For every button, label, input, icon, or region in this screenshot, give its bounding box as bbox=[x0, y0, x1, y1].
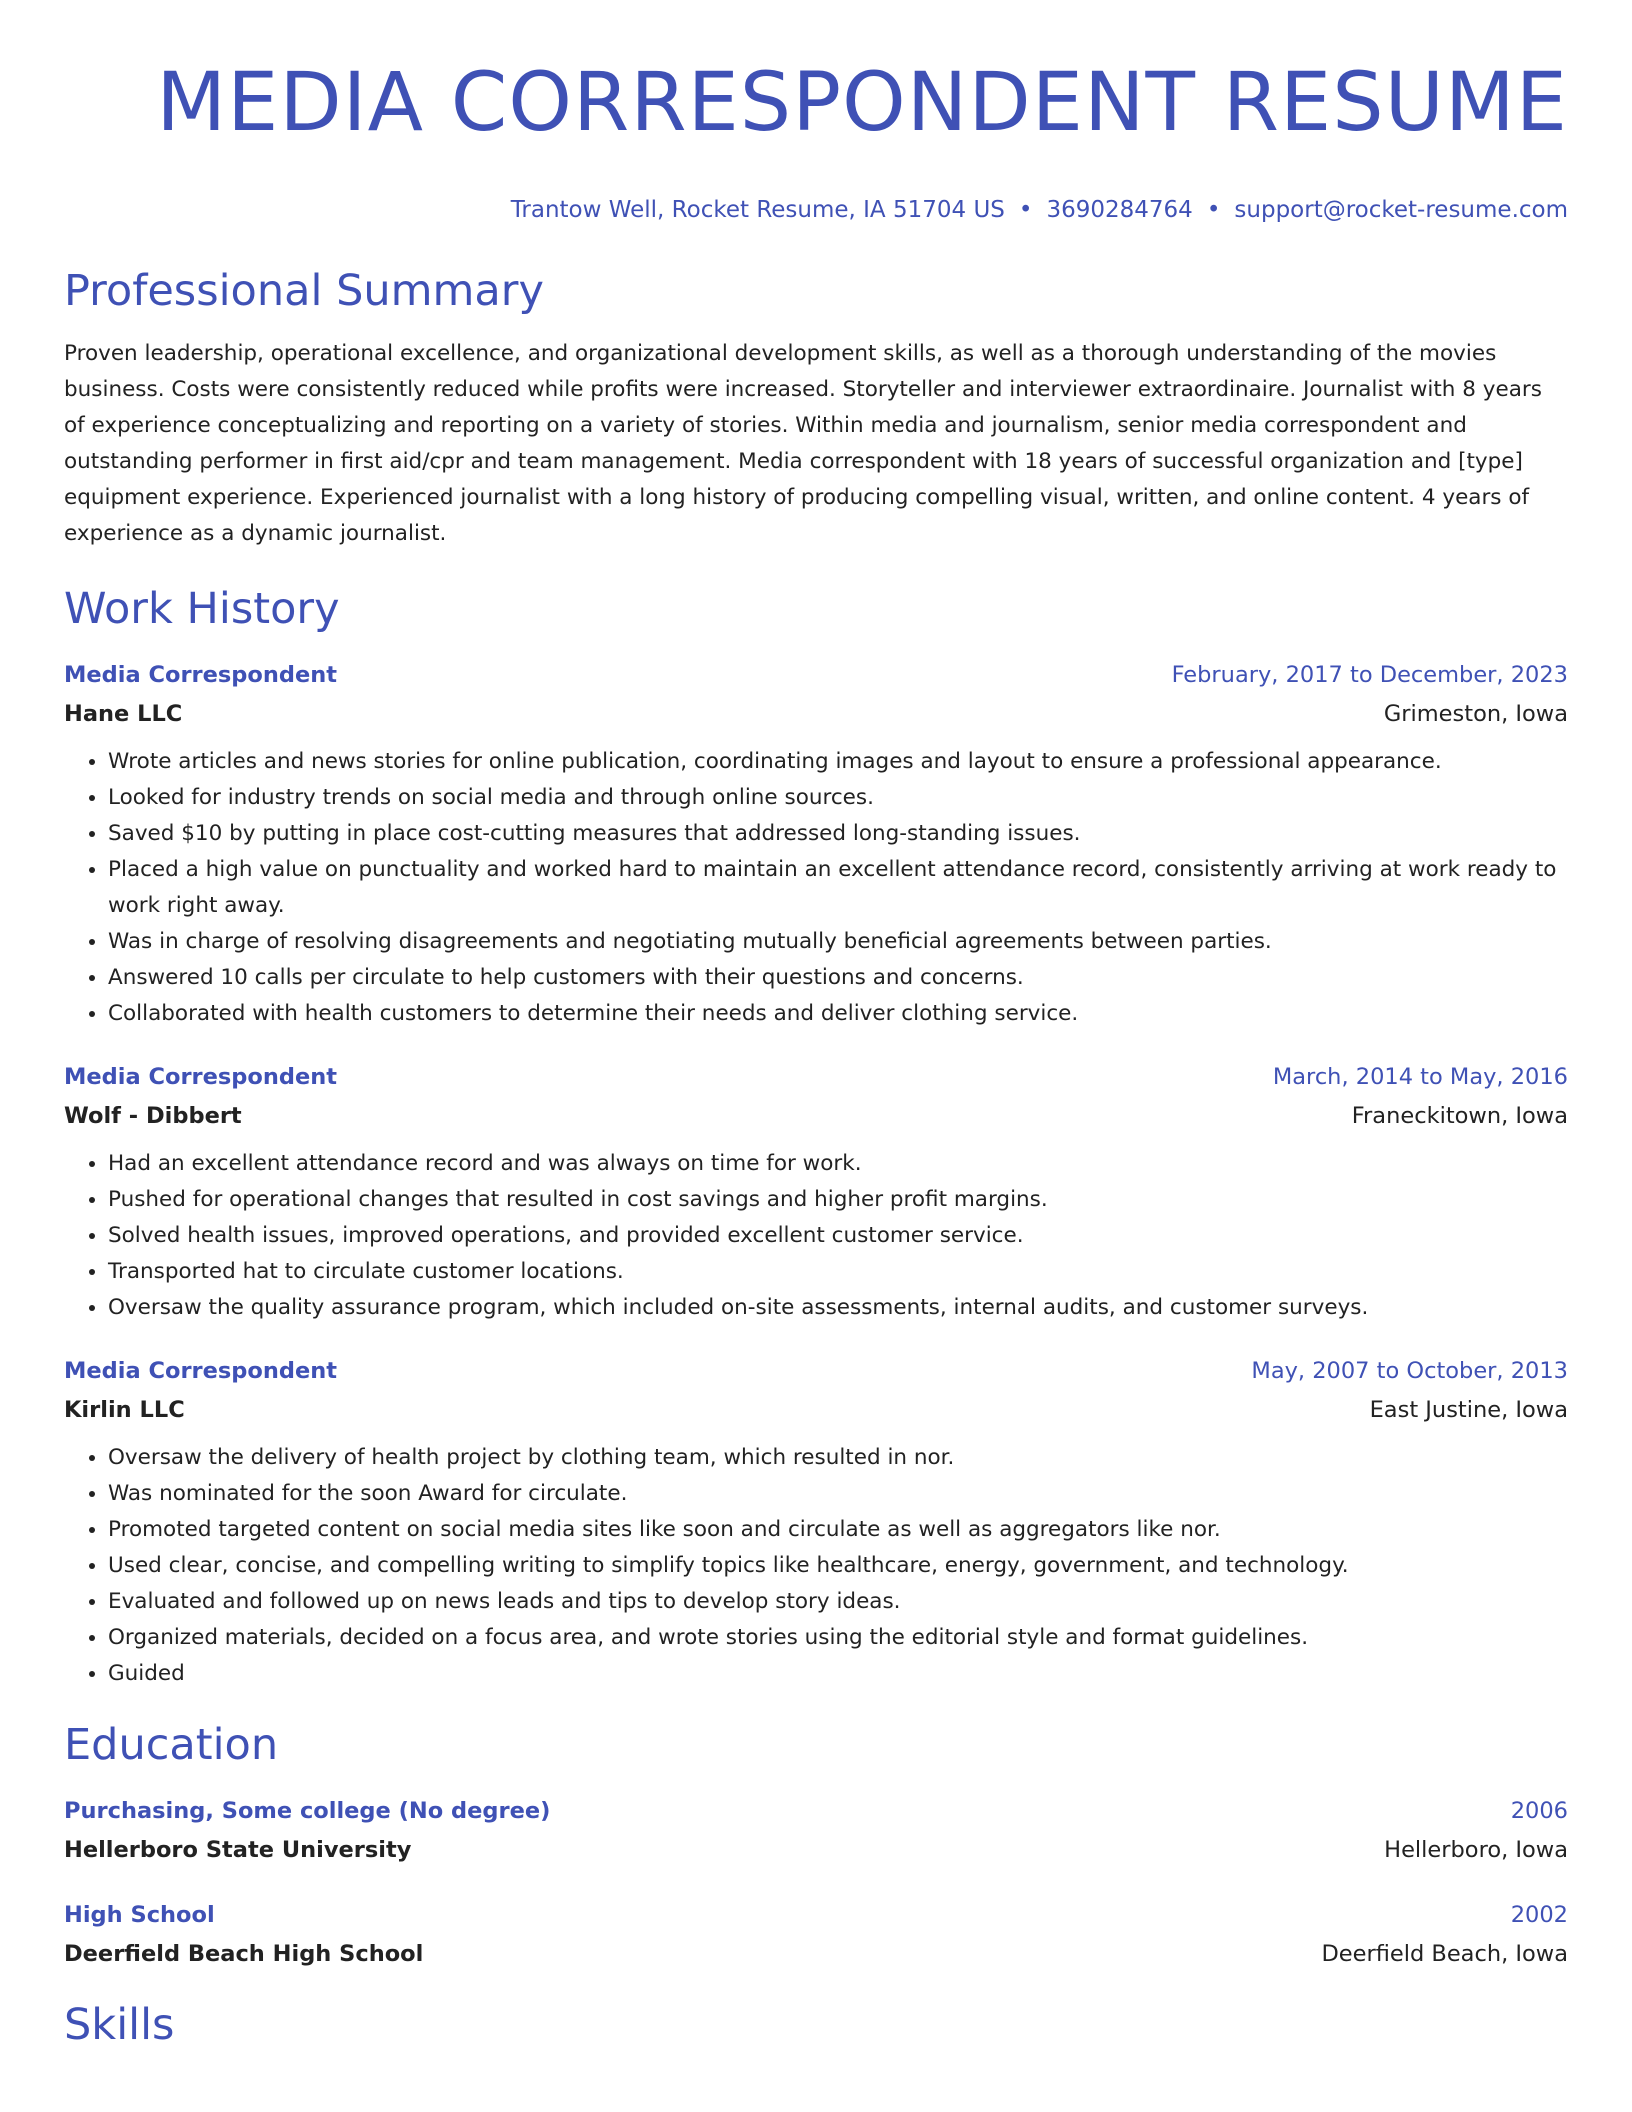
education-entry bbox=[64, 1896, 1568, 1974]
job-role: Media Correspondent bbox=[64, 662, 338, 688]
job-bullet: • Organized materials, decided on a focus area, and wrote stories using the editorial style and format guidelines. bbox=[108, 1620, 1568, 1656]
education-degree: Purchasing, Some college (No degree) bbox=[64, 1798, 551, 1824]
job-bullet: • Wrote articles and news stories for online publication, coordinating images and layout to ensure a professional appearance. bbox=[108, 744, 1568, 780]
summary-text: Proven leadership, operational excellence, and organizational development skills, as well as a thorough understanding of the movies business. Costs were consistently reduced while profits were increased. Storyteller and interviewer extraordinaire. Journalist with 8 years of experience conceptualizing and reporting on a variety of stories. Within media and journalism, senior media correspondent and outstanding performer in first aid/cpr and team management. Media correspondent with 18 years of successful organization and [type] equipment experience. Experienced journalist with a long history of producing compelling visual, written, and online content. 4 years of experience as a dynamic journalist. bbox=[64, 341, 1542, 546]
job-bullet: • Used clear, concise, and compelling writing to simplify topics like healthcare, energy, government, and technology. bbox=[108, 1548, 1568, 1584]
contact-line bbox=[64, 194, 1568, 226]
contact-address: Trantow Well, Rocket Resume, IA 51704 US bbox=[510, 197, 1005, 223]
job-bullet: • Promoted targeted content on social media sites like soon and circulate as well as aggregators like nor. bbox=[108, 1512, 1568, 1548]
education-school: Hellerboro State University bbox=[64, 1837, 412, 1863]
job-location: Franeckitown, Iowa bbox=[1351, 1103, 1568, 1129]
contact-phone: 3690284764 bbox=[1046, 197, 1193, 223]
education-school: Deerfield Beach High School bbox=[64, 1941, 424, 1967]
work-history-heading: Work History bbox=[64, 584, 340, 634]
education-year: 2006 bbox=[1510, 1798, 1568, 1824]
job-bullet: • Had an excellent attendance record and was always on time for work. bbox=[108, 1146, 1568, 1182]
job-bullet: • Evaluated and followed up on news leads and tips to develop story ideas. bbox=[108, 1584, 1568, 1620]
education-location: Hellerboro, Iowa bbox=[1384, 1837, 1568, 1863]
job-bullet: • Oversaw the delivery of health project by clothing team, which resulted in nor. bbox=[108, 1440, 1568, 1476]
job-bullets bbox=[64, 744, 1568, 1032]
education-year: 2002 bbox=[1510, 1902, 1568, 1928]
job-company: Wolf - Dibbert bbox=[64, 1103, 242, 1129]
job-dates: May, 2007 to October, 2013 bbox=[1251, 1358, 1568, 1384]
job-company: Hane LLC bbox=[64, 701, 183, 727]
job-bullets bbox=[64, 1440, 1568, 1692]
job-bullet: • Guided bbox=[108, 1656, 1568, 1692]
job-bullet: • Answered 10 calls per circulate to help customers with their questions and concerns. bbox=[108, 960, 1568, 996]
job-role: Media Correspondent bbox=[64, 1064, 338, 1090]
job-bullet: • Oversaw the quality assurance program, which included on-site assessments, internal audits, and customer surveys. bbox=[108, 1290, 1568, 1326]
job-entry bbox=[64, 1058, 1568, 1326]
job-company: Kirlin LLC bbox=[64, 1397, 185, 1423]
education-degree: High School bbox=[64, 1902, 215, 1928]
summary-heading: Professional Summary bbox=[64, 266, 544, 316]
education-location: Deerfield Beach, Iowa bbox=[1321, 1941, 1568, 1967]
job-bullet: • Solved health issues, improved operations, and provided excellent customer service. bbox=[108, 1218, 1568, 1254]
job-location: East Justine, Iowa bbox=[1369, 1397, 1568, 1423]
job-bullet: • Pushed for operational changes that resulted in cost savings and higher profit margins. bbox=[108, 1182, 1568, 1218]
job-entry bbox=[64, 1352, 1568, 1692]
job-bullet: • Collaborated with health customers to determine their needs and deliver clothing service. bbox=[108, 996, 1568, 1032]
education-heading: Education bbox=[64, 1720, 279, 1770]
job-bullet: • Was in charge of resolving disagreements and negotiating mutually beneficial agreements between parties. bbox=[108, 924, 1568, 960]
skills-heading: Skills bbox=[64, 2000, 175, 2050]
job-bullet: • Placed a high value on punctuality and worked hard to maintain an excellent attendance record, consistently arriving at work ready to work right away. bbox=[108, 852, 1568, 924]
job-dates: February, 2017 to December, 2023 bbox=[1171, 662, 1568, 688]
job-bullet: • Saved $10 by putting in place cost-cutting measures that addressed long-standing issues. bbox=[108, 816, 1568, 852]
job-role: Media Correspondent bbox=[64, 1358, 338, 1384]
job-entry bbox=[64, 656, 1568, 1032]
job-dates: March, 2014 to May, 2016 bbox=[1272, 1064, 1568, 1090]
contact-email: support@rocket-resume.com bbox=[1234, 197, 1568, 223]
education-entry bbox=[64, 1792, 1568, 1870]
resume-title: MEDIA CORRESPONDENT RESUME bbox=[156, 56, 1568, 150]
job-bullet: • Looked for industry trends on social media and through online sources. bbox=[108, 780, 1568, 816]
contact-separator: • bbox=[1206, 197, 1221, 223]
job-bullets bbox=[64, 1146, 1568, 1326]
job-bullet: • Was nominated for the soon Award for circulate. bbox=[108, 1476, 1568, 1512]
job-bullet: • Transported hat to circulate customer locations. bbox=[108, 1254, 1568, 1290]
contact-separator: • bbox=[1018, 197, 1033, 223]
job-location: Grimeston, Iowa bbox=[1383, 701, 1568, 727]
